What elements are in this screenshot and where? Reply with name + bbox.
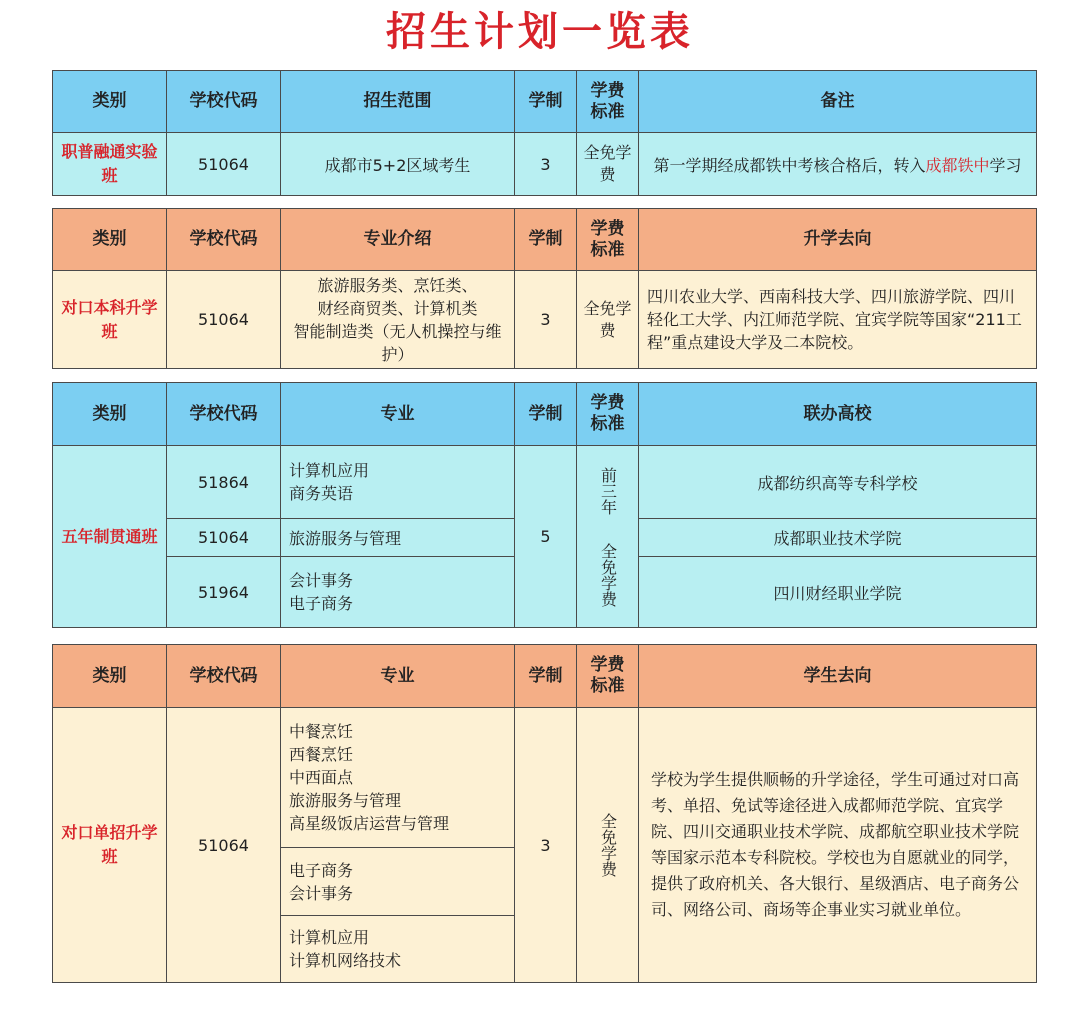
years-cell: 5 bbox=[515, 446, 577, 628]
major-line: 电子商务 bbox=[289, 860, 354, 880]
header-school-code: 学校代码 bbox=[167, 209, 281, 271]
fee-cell bbox=[577, 446, 639, 628]
years-cell: 3 bbox=[515, 133, 577, 196]
scope-cell: 成都市5+2区域考生 bbox=[281, 133, 515, 196]
header-category: 类别 bbox=[53, 71, 167, 133]
header-fee: 学费标准 bbox=[577, 645, 639, 708]
header-fee: 学费标准 bbox=[577, 209, 639, 271]
major-cell: 旅游服务与管理 bbox=[281, 519, 515, 557]
destination-cell: 四川农业大学、西南科技大学、四川旅游学院、四川轻化工大学、内江师范学院、宜宾学院等国家“211工程”重点建设大学及二本院校。 bbox=[639, 271, 1037, 369]
header-partner-college: 联办高校 bbox=[639, 383, 1037, 446]
major-group-cell bbox=[281, 916, 515, 983]
years-cell: 3 bbox=[515, 271, 577, 369]
header-school-code: 学校代码 bbox=[167, 71, 281, 133]
major-line: 财经商贸类、计算机类 bbox=[317, 298, 478, 318]
years-cell: 3 bbox=[515, 708, 577, 983]
category-cell: 五年制贯通班 bbox=[53, 446, 167, 628]
school-code-cell: 51064 bbox=[167, 708, 281, 983]
header-note: 备注 bbox=[639, 71, 1037, 133]
school-code-cell: 51964 bbox=[167, 557, 281, 628]
header-student-destination: 学生去向 bbox=[639, 645, 1037, 708]
header-category: 类别 bbox=[53, 645, 167, 708]
header-years: 学制 bbox=[515, 71, 577, 133]
major-line: 会计事务 bbox=[289, 571, 354, 590]
major-line: 智能制造类（无人机操控与维护） bbox=[293, 321, 502, 364]
student-destination-cell: 学校为学生提供顺畅的升学途径，学生可通过对口高考、单招、免试等途径进入成都师范学院、宜宾学院、四川交通职业技术学院、成都航空职业技术学院等国家示范本专科院校。学校也为自愿就业的同学，提供了政府机关、各大银行、星级酒店、电子商务公司、网络公司、商场等企事业实习就业单位。 bbox=[639, 708, 1037, 983]
table-five-year bbox=[52, 382, 1037, 628]
header-school-code: 学校代码 bbox=[167, 645, 281, 708]
note-highlight: 成都铁中 bbox=[925, 155, 990, 175]
major-cell bbox=[281, 446, 515, 519]
school-code-cell: 51064 bbox=[167, 133, 281, 196]
header-major: 专业 bbox=[281, 383, 515, 446]
fee-cell: 全免学费 bbox=[577, 133, 639, 196]
fee-text-top: 前三年 bbox=[598, 466, 618, 515]
header-major-intro: 专业介绍 bbox=[281, 209, 515, 271]
partner-college-cell: 四川财经职业学院 bbox=[639, 557, 1037, 628]
fee-text: 全免学费 bbox=[598, 813, 618, 877]
major-group-cell bbox=[281, 708, 515, 848]
major-line: 商务英语 bbox=[289, 484, 354, 503]
header-years: 学制 bbox=[515, 209, 577, 271]
major-line: 高星级饭店运营与管理 bbox=[289, 814, 450, 833]
category-cell: 职普融通实验班 bbox=[53, 133, 167, 196]
major-line: 中餐烹饪 bbox=[289, 722, 354, 741]
header-destination: 升学去向 bbox=[639, 209, 1037, 271]
table-single-recruit bbox=[52, 644, 1037, 983]
page-title: 招生计划一览表 bbox=[386, 8, 694, 55]
note-text-end: 学习 bbox=[989, 155, 1022, 175]
major-line: 计算机网络技术 bbox=[289, 951, 402, 970]
fee-cell bbox=[577, 708, 639, 983]
major-cell bbox=[281, 557, 515, 628]
partner-college-cell: 成都纺织高等专科学校 bbox=[639, 446, 1037, 519]
header-category: 类别 bbox=[53, 383, 167, 446]
major-group-cell bbox=[281, 848, 515, 916]
header-school-code: 学校代码 bbox=[167, 383, 281, 446]
major-line: 计算机应用 bbox=[289, 461, 370, 480]
category-cell: 对口本科升学班 bbox=[53, 271, 167, 369]
partner-college-cell: 成都职业技术学院 bbox=[639, 519, 1037, 557]
header-fee: 学费标准 bbox=[577, 71, 639, 133]
note-text: 第一学期经成都铁中考核合格后，转入 bbox=[653, 155, 926, 175]
header-category: 类别 bbox=[53, 209, 167, 271]
category-cell: 对口单招升学班 bbox=[53, 708, 167, 983]
table-undergrad-prep bbox=[52, 208, 1037, 369]
note-cell bbox=[639, 133, 1037, 196]
major-line: 西餐烹饪 bbox=[289, 745, 354, 764]
fee-text-bottom: 全免学费 bbox=[598, 542, 618, 607]
school-code-cell: 51864 bbox=[167, 446, 281, 519]
major-line: 计算机应用 bbox=[289, 928, 370, 947]
header-scope: 招生范围 bbox=[281, 71, 515, 133]
school-code-cell: 51064 bbox=[167, 271, 281, 369]
fee-cell: 全免学费 bbox=[577, 271, 639, 369]
header-years: 学制 bbox=[515, 383, 577, 446]
major-intro-cell bbox=[281, 271, 515, 369]
major-line: 旅游服务与管理 bbox=[289, 791, 402, 810]
major-line: 电子商务 bbox=[289, 594, 354, 613]
header-years: 学制 bbox=[515, 645, 577, 708]
school-code-cell: 51064 bbox=[167, 519, 281, 557]
header-major: 专业 bbox=[281, 645, 515, 708]
major-line: 中西面点 bbox=[289, 768, 354, 787]
table-vocational-integration bbox=[52, 70, 1037, 196]
major-line: 会计事务 bbox=[289, 883, 354, 903]
header-fee: 学费标准 bbox=[577, 383, 639, 446]
major-line: 旅游服务类、烹饪类、 bbox=[317, 275, 478, 295]
